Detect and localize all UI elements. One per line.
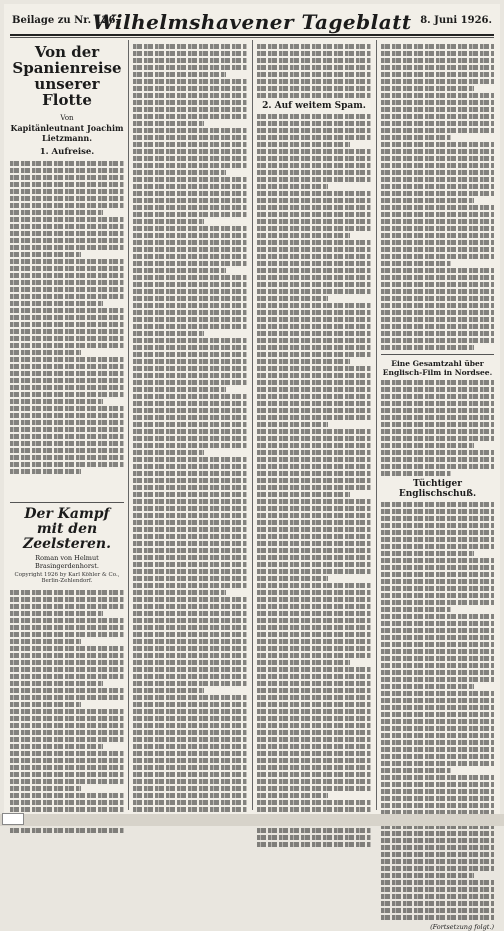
masthead	[10, 10, 494, 32]
article-body-text	[381, 44, 494, 350]
issue-supplement-label: Beilage zu Nr. 126.	[12, 15, 119, 26]
note-heading: Eine Gesamtzahl über Englisch-Film in Nordsee.	[382, 359, 493, 377]
article-body-text	[257, 114, 371, 847]
section-heading-3: Tüchtiger Englischschuß.	[398, 479, 477, 499]
column-4	[381, 44, 494, 931]
masthead-rule-thin	[10, 37, 494, 38]
serial-copyright: Copyright 1926 by Karl Köhler & Co., Berlin-Zehlendorf.	[14, 572, 120, 584]
article-body-text	[257, 44, 371, 98]
article-headline: Von der Spanienreise unserer Flotte	[12, 43, 122, 109]
note-body-text	[381, 380, 494, 476]
serial-body-text	[10, 590, 124, 833]
article-author: Kapitänleutnant Joachim Lietzmann.	[10, 123, 124, 143]
newspaper-title: Wilhelmshavener Tageblatt	[92, 10, 412, 34]
column-divider	[252, 40, 253, 810]
newspaper-page	[4, 4, 500, 931]
column-divider	[128, 40, 129, 810]
serial-author: Roman von Helmut Brasingerdenhorst.	[35, 554, 99, 570]
article-body-text	[381, 502, 494, 920]
issue-date: 8. Juni 1926.	[420, 15, 492, 26]
column-3	[257, 44, 371, 810]
serial-top-rule	[10, 502, 124, 503]
column-divider	[376, 40, 377, 810]
article-body-text	[10, 161, 124, 474]
scan-marker	[2, 813, 24, 825]
serial-title: Der Kampf mit den Zeelsteren.	[23, 506, 111, 552]
byline-label: Von	[60, 114, 74, 122]
continued-note: (Fortsetzung folgt.)	[430, 923, 494, 931]
section-heading-1: 1. Aufreise.	[39, 147, 95, 157]
section-rule	[381, 354, 494, 355]
serial-block	[10, 507, 124, 807]
scan-margin	[0, 814, 504, 826]
masthead-rule	[10, 34, 494, 36]
article-body-text	[133, 44, 247, 812]
section-heading-2: 2. Auf weitem Spam.	[262, 101, 366, 111]
column-2	[133, 44, 247, 810]
